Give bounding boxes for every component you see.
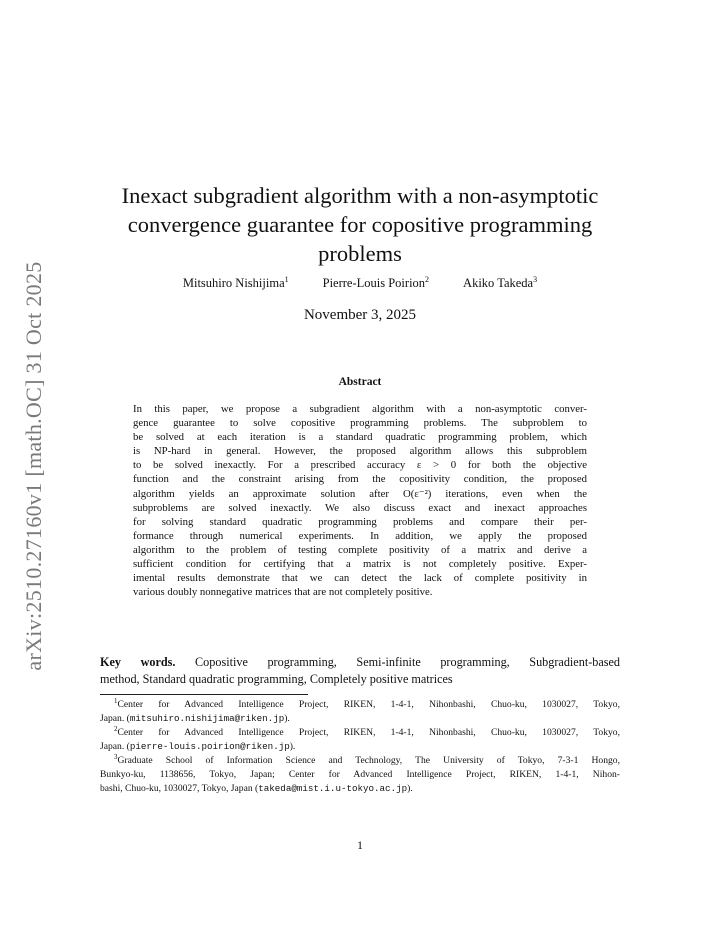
- email-link[interactable]: mitsuhiro.nishijima@riken.jp: [129, 713, 285, 724]
- footnote-text: Japan. (: [100, 741, 130, 752]
- footnote-2-line: [100, 740, 620, 754]
- affiliation-mark: 2: [425, 274, 430, 284]
- abstract-line: subproblems are solved inexactly. We also discuss exact and inexact approaches: [133, 501, 587, 514]
- abstract-line: gence guarantee to solve copositive programming problems. The subproblem to: [133, 417, 587, 430]
- footnote-mark: 1: [114, 696, 118, 705]
- abstract-line: imental results demonstrate that we can detect the lack of complete positivity in: [133, 572, 587, 585]
- author: [183, 276, 289, 291]
- abstract-line: for solving standard quadratic programming problems and compare their per-: [133, 515, 587, 528]
- abstract-line: algorithm to the problem of testing complete positivity of a matrix and derive a: [133, 543, 587, 556]
- author-name: Akiko Takeda: [463, 276, 534, 290]
- footnote-1-line: [100, 698, 620, 712]
- title-line: Inexact subgradient algorithm with a non-asymptotic: [121, 183, 599, 209]
- abstract-heading: Abstract: [338, 376, 382, 388]
- footnote-text: ).: [284, 713, 290, 724]
- author: [323, 276, 429, 291]
- footnote-text: Center for Advanced Intelligence Project, RIKEN, 1-4-1, Nihonbashi, Chuo-ku, 1030027, Tokyo,: [117, 699, 620, 710]
- footnote-2-line: [100, 726, 620, 740]
- keywords-line: [100, 654, 620, 671]
- abstract-line: various doubly nonnegative matrices that are not completely positive.: [133, 586, 433, 599]
- page-number: 1: [357, 838, 363, 852]
- abstract-body: [133, 402, 587, 599]
- author: [463, 276, 537, 291]
- footnote-text: Graduate School of Information Science and Technology, The University of Tokyo, 7-3-1 Hongo,: [117, 755, 620, 766]
- footnote-3-line: [100, 782, 620, 796]
- abstract-line: In this paper, we propose a subgradient algorithm with a non-asymptotic conver-: [133, 403, 587, 415]
- keywords-text: Copositive programming, Semi-infinite programming, Subgradient-based: [195, 655, 621, 669]
- footnote-3-line: Bunkyo-ku, 1138656, Tokyo, Japan; Center for Advanced Intelligence Project, RIKEN, 1-4-1, Nihon-: [100, 769, 620, 780]
- abstract-line: to be solved inexactly. For a prescribed accuracy ε > 0 for both the objective: [133, 459, 587, 472]
- footnotes: [100, 698, 620, 796]
- footnote-text: bashi, Chuo-ku, 1030027, Tokyo, Japan (: [100, 783, 259, 794]
- arxiv-identifier-stamp: arXiv:2510.27160v1 [math.OC] 31 Oct 2025: [21, 261, 46, 671]
- footnote-text: ).: [289, 741, 296, 752]
- title-line: problems: [318, 241, 402, 267]
- email-link[interactable]: pierre-louis.poirion@riken.jp: [129, 741, 290, 752]
- abstract-line: be solved at each iteration is a standard quadratic programming problem, which: [133, 431, 587, 444]
- abstract-line: function and the constraint arising from the copositivity condition, the proposed: [133, 473, 587, 486]
- abstract-line: formance through numerical experiments. In addition, we apply the proposed: [133, 529, 587, 542]
- email-link[interactable]: takeda@mist.i.u-tokyo.ac.jp: [258, 783, 408, 794]
- footnote-1-line: [100, 712, 620, 726]
- footnote-mark: 2: [114, 724, 118, 733]
- abstract-line: sufficient condition for certifying that a matrix is not completely positive. Exper-: [133, 558, 587, 571]
- author-name: Mitsuhiro Nishijima: [182, 276, 285, 290]
- paper-date: November 3, 2025: [303, 307, 417, 323]
- footnote-mark: 3: [114, 752, 118, 761]
- footnote-rule: [100, 694, 308, 695]
- keywords-block: [100, 654, 620, 688]
- title-line: convergence guarantee for copositive programming: [127, 212, 593, 238]
- paper-title: [100, 181, 620, 268]
- affiliation-mark: 3: [533, 274, 538, 284]
- abstract-line: algorithm yields an approximate solution after O(ε⁻²) iterations, even when the: [133, 487, 587, 500]
- author-name: Pierre-Louis Poirion: [322, 276, 426, 290]
- author-list: [100, 276, 620, 291]
- footnote-3-line: [100, 754, 620, 768]
- keywords-line: method, Standard quadratic programming, Completely positive matrices: [100, 672, 453, 686]
- abstract-line: is NP-hard in general. However, the proposed algorithm allows this subproblem: [133, 445, 587, 458]
- footnote-text: ).: [407, 783, 413, 794]
- keywords-label: Key words.: [100, 655, 176, 669]
- affiliation-mark: 1: [284, 274, 289, 284]
- footnote-text: Japan. (: [100, 713, 130, 724]
- footnote-text: Center for Advanced Intelligence Project, RIKEN, 1-4-1, Nihonbashi, Chuo-ku, 1030027, Tokyo,: [117, 727, 620, 738]
